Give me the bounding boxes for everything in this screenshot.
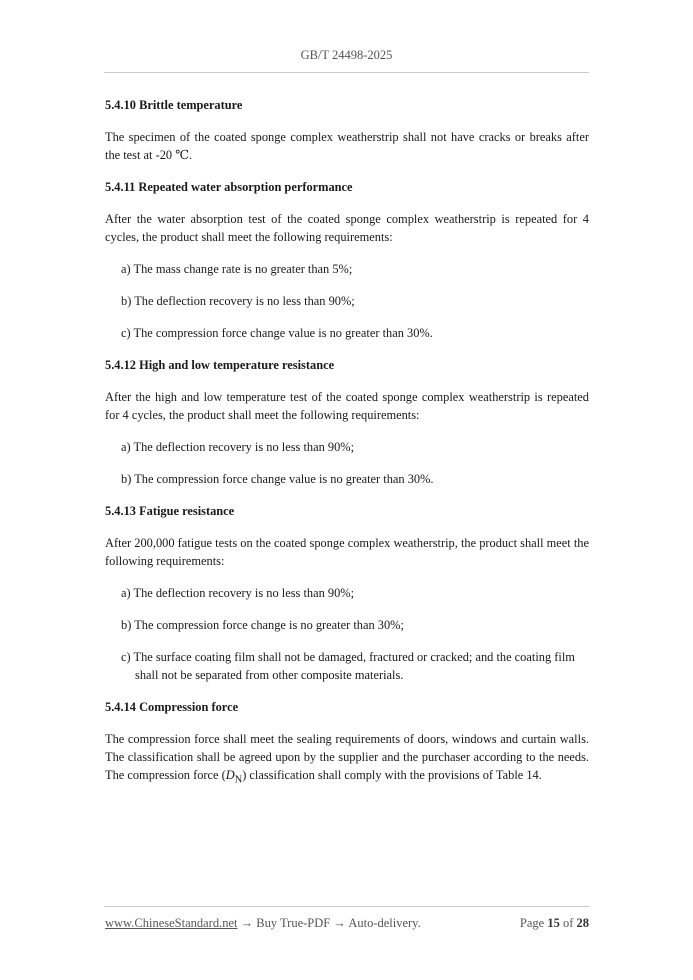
section-heading: 5.4.13 Fatigue resistance [105,504,235,518]
arrow-right-icon: → [333,916,346,930]
section-heading: 5.4.11 Repeated water absorption performance [105,180,353,194]
website-link[interactable]: www.ChineseStandard.net [105,916,238,930]
requirement-item: a) The mass change rate is no greater than 5%; [121,262,353,276]
section-paragraph: The specimen of the coated sponge complex weatherstrip shall not have cracks or breaks after the test at -20 ℃. [105,130,589,162]
section-paragraph: After 200,000 fatigue tests on the coated sponge complex weatherstrip, the product shall meet the following requirements: [105,536,589,568]
document-body [105,96,589,803]
requirement-item: a) The deflection recovery is no less than 90%; [121,440,355,454]
paragraph-text: ) classification shall comply with the provisions of Table 14. [242,768,542,782]
page-number: 15 [547,916,560,930]
paragraph-text: The compression force shall meet the sealing requirements of doors, windows and curtain walls. The classification shall be agreed upon by the supplier and the purchaser according to the needs. The compression force ( [105,732,589,782]
section-heading: 5.4.14 Compression force [105,700,239,714]
requirement-item: c) The compression force change value is no greater than 30%. [121,326,433,340]
requirement-item: b) The compression force change value is no greater than 30%. [121,472,434,486]
requirement-item: b) The compression force change is no greater than 30%; [121,618,404,632]
requirement-item: c) The surface coating film shall not be damaged, fractured or cracked; and the coating film shall not be separated from other composite materials. [121,650,575,682]
requirement-item: b) The deflection recovery is no less than 90%; [121,294,355,308]
footer-divider [104,906,589,907]
page-counter [520,916,589,931]
of-label: of [562,916,574,930]
section-paragraph [105,730,589,789]
arrow-right-icon: → [240,916,254,930]
page-label: Page [519,916,545,930]
compression-force-symbol: D [225,768,235,782]
section-heading: 5.4.12 High and low temperature resistance [105,358,335,372]
header-divider [104,72,589,73]
buy-pdf-text: Buy True-PDF [256,916,331,930]
compression-force-subscript: N [234,774,243,786]
section-paragraph: After the water absorption test of the coated sponge complex weatherstrip is repeated for 4 cycles, the product shall meet the following requirements: [105,212,589,244]
section-paragraph: After the high and low temperature test of the coated sponge complex weatherstrip is repeated for 4 cycles, the product shall meet the following requirements: [105,390,589,422]
auto-delivery-text: Auto-delivery. [348,916,421,930]
section-heading: 5.4.10 Brittle temperature [105,98,243,112]
requirement-item: a) The deflection recovery is no less than 90%; [121,586,355,600]
page-footer [105,916,589,931]
page-header-title: GB/T 24498-2025 [300,48,393,62]
total-pages: 28 [576,916,589,930]
